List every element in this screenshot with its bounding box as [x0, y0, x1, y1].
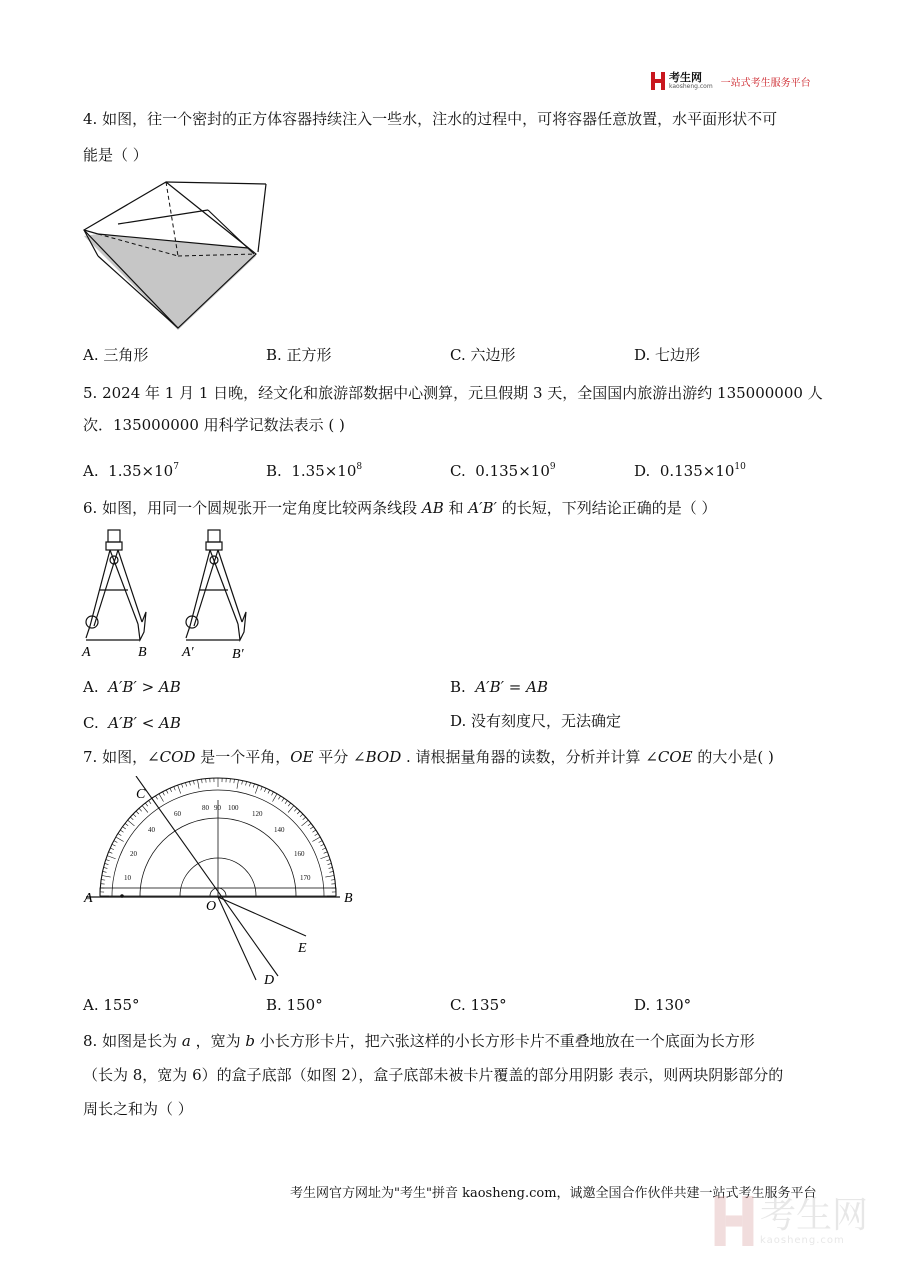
- q8-line1: 8. 如图是长为 a ，宽为 b 小长方形卡片，把六张这样的小长方形卡片不重叠地放在一个底面为长方形: [83, 1032, 755, 1050]
- svg-text:10: 10: [124, 874, 131, 882]
- header-logo: [651, 72, 811, 90]
- protractor-tick: [130, 817, 133, 820]
- protractor-tick: [249, 783, 250, 787]
- q4-option-a: A. 三角形: [83, 346, 149, 364]
- svg-text:170: 170: [300, 874, 311, 882]
- protractor-tick: [325, 876, 334, 878]
- protractor-tick: [112, 844, 116, 846]
- svg-text:20: 20: [130, 850, 137, 858]
- protractor-tick: [301, 820, 308, 826]
- q5-line2: 次．135000000 用科学记数法表示 ( ): [83, 416, 345, 434]
- protractor-tick: [285, 801, 287, 804]
- protractor-tick: [330, 871, 334, 872]
- q8-line2: （长为 8，宽为 6）的盒子底部（如图 2），盒子底部未被卡片覆盖的部分用阴影 表示，则两块阴影部分的: [83, 1066, 784, 1084]
- protractor-label-b: B: [344, 891, 353, 906]
- svg-text:120: 120: [252, 810, 263, 818]
- protractor-tick: [282, 798, 284, 801]
- q8-line3: 周长之和为（ ）: [83, 1100, 193, 1118]
- protractor-tick: [294, 808, 297, 811]
- q4-option-b: B. 正方形: [266, 346, 332, 364]
- protractor-tick: [105, 863, 109, 864]
- protractor-tick: [104, 867, 108, 868]
- protractor-tick: [103, 871, 107, 872]
- protractor-tick: [246, 782, 247, 786]
- q7-option-a: A. 155°: [83, 996, 140, 1014]
- protractor-tick: [107, 856, 115, 859]
- protractor-tick: [136, 811, 139, 814]
- q6-option-b: B. A′B′ = AB: [450, 678, 548, 696]
- protractor-tick: [300, 814, 303, 817]
- q7-option-c: C. 135°: [450, 996, 507, 1014]
- protractor-label-o: O: [206, 899, 217, 914]
- protractor-tick: [255, 785, 258, 793]
- protractor-tick: [324, 852, 328, 853]
- protractor-tick: [308, 823, 311, 825]
- cube-figure: [78, 176, 268, 332]
- q6-option-c: C. A′B′ < AB: [83, 714, 181, 732]
- protractor-tick: [133, 814, 136, 817]
- protractor-tick: [202, 779, 203, 783]
- protractor-tick: [326, 860, 330, 861]
- logo-domain: kaosheng.com: [669, 83, 713, 90]
- protractor-tick: [182, 784, 183, 788]
- protractor-tick: [322, 848, 326, 850]
- q6-option-a: A. A′B′ > AB: [83, 678, 181, 696]
- protractor-tick: [312, 837, 320, 842]
- watermark-domain: kaosheng.com: [760, 1234, 845, 1246]
- protractor-tick: [272, 792, 274, 796]
- protractor-label-c: C: [136, 787, 146, 802]
- footer-text: 考生网官方网址为"考生"拼音 kaosheng.com，诚邀全国合作伙伴共建一站式考生服务平台: [290, 1186, 817, 1201]
- protractor-tick: [264, 788, 266, 792]
- protractor-tick: [261, 787, 262, 791]
- protractor-tick: [297, 811, 300, 814]
- kaosheng-logo-icon: [651, 72, 665, 90]
- protractor-tick: [315, 833, 318, 835]
- q4-line1: 4. 如图，往一个密封的正方体容器持续注入一些水，注水的过程中，可将容器任意放置，水平面形状不可: [83, 110, 778, 128]
- q5-option-b: B. $1.35\times 10^8$: [266, 462, 363, 480]
- compass-figure: [80, 528, 260, 662]
- compass-label-b: B: [138, 645, 147, 660]
- protractor-tick: [123, 827, 126, 829]
- compass-label-b-prime: B′: [232, 647, 244, 662]
- protractor-tick: [101, 880, 105, 881]
- protractor-tick: [109, 852, 113, 853]
- protractor-tick: [234, 779, 235, 783]
- q5-line1: 5. 2024 年 1 月 1 日晚，经文化和旅游部数据中心测算，元旦假期 3 天，全国国内旅游出游约 135000000 人: [83, 384, 823, 402]
- protractor-tick: [320, 844, 324, 846]
- protractor-tick: [170, 788, 172, 792]
- logo-name: 考生网: [669, 71, 702, 84]
- protractor-tick: [303, 817, 306, 820]
- svg-text:80: 80: [202, 804, 209, 812]
- protractor-tick: [178, 785, 181, 793]
- protractor-label-a: A: [84, 891, 93, 906]
- compass-label-a-prime: A′: [182, 645, 194, 660]
- q7-stem: 7. 如图，∠COD 是一个平角，OE 平分 ∠BOD . 请根据量角器的读数，分析并计算 ∠COE 的大小是( ): [83, 748, 774, 766]
- q7-option-b: B. 150°: [266, 996, 323, 1014]
- protractor-tick: [128, 820, 135, 826]
- protractor-tick: [159, 794, 164, 802]
- protractor-tick: [102, 876, 111, 878]
- q4-option-d: D. 七边形: [634, 346, 701, 364]
- q6-option-d: D. 没有刻度尺，无法确定: [450, 712, 622, 730]
- q4-option-c: C. 六边形: [450, 346, 516, 364]
- protractor-label-d: D: [264, 973, 275, 988]
- protractor-tick: [193, 781, 194, 785]
- q5-option-d: D. $0.135\times 10^{10}$: [634, 462, 746, 480]
- protractor-tick: [149, 801, 151, 804]
- svg-text:140: 140: [274, 826, 285, 834]
- protractor-tick: [320, 856, 328, 859]
- protractor-tick: [331, 880, 335, 881]
- protractor-tick: [125, 823, 128, 825]
- protractor-tick: [163, 792, 165, 796]
- q5-option-a: A. $1.35\times 10^7$: [83, 462, 179, 480]
- svg-text:100: 100: [228, 804, 239, 812]
- protractor-tick: [313, 830, 316, 832]
- protractor-tick: [120, 830, 123, 832]
- protractor-tick: [145, 803, 147, 806]
- protractor-tick: [185, 783, 186, 787]
- protractor-tick: [114, 841, 118, 843]
- protractor-tick: [319, 841, 323, 843]
- protractor-tick: [189, 782, 190, 786]
- header-slogan: 一站式考生服务平台: [720, 77, 811, 89]
- watermark: [714, 1196, 868, 1246]
- protractor-tick: [278, 796, 280, 799]
- protractor-tick: [118, 833, 121, 835]
- protractor-tick: [198, 780, 200, 789]
- svg-text:40: 40: [148, 826, 155, 834]
- protractor-label-e: E: [298, 941, 307, 956]
- protractor-tick: [166, 790, 168, 794]
- q6-stem: 6. 如图，用同一个圆规张开一定角度比较两条线段 AB 和 A′B′ 的长短，下列结论正确的是（ ）: [83, 499, 717, 517]
- protractor-tick: [273, 794, 278, 802]
- protractor-tick: [268, 790, 270, 794]
- compass-label-a: A: [82, 645, 91, 660]
- protractor-tick: [155, 796, 157, 799]
- q4-line2: 能是（ ）: [83, 146, 148, 164]
- watermark-logo-icon: [714, 1196, 754, 1246]
- protractor-figure: [78, 776, 368, 990]
- watermark-name: 考生网: [760, 1194, 869, 1236]
- protractor-tick: [288, 803, 290, 806]
- protractor-tick: [237, 780, 239, 789]
- protractor-tick: [288, 806, 294, 813]
- protractor-tick: [116, 837, 124, 842]
- q7-option-d: D. 130°: [634, 996, 692, 1014]
- protractor-tick: [242, 781, 243, 785]
- protractor-tick: [310, 827, 313, 829]
- protractor-tick: [110, 848, 114, 850]
- protractor-tick: [253, 784, 254, 788]
- protractor-tick: [329, 867, 333, 868]
- svg-text:90: 90: [214, 804, 221, 812]
- protractor-tick: [106, 860, 110, 861]
- protractor-tick: [174, 787, 175, 791]
- svg-text:60: 60: [174, 810, 181, 818]
- protractor-tick: [142, 806, 148, 813]
- svg-text:160: 160: [294, 850, 305, 858]
- q5-option-c: C. $0.135\times 10^9$: [450, 462, 556, 480]
- protractor-tick: [328, 863, 332, 864]
- protractor-tick: [139, 808, 142, 811]
